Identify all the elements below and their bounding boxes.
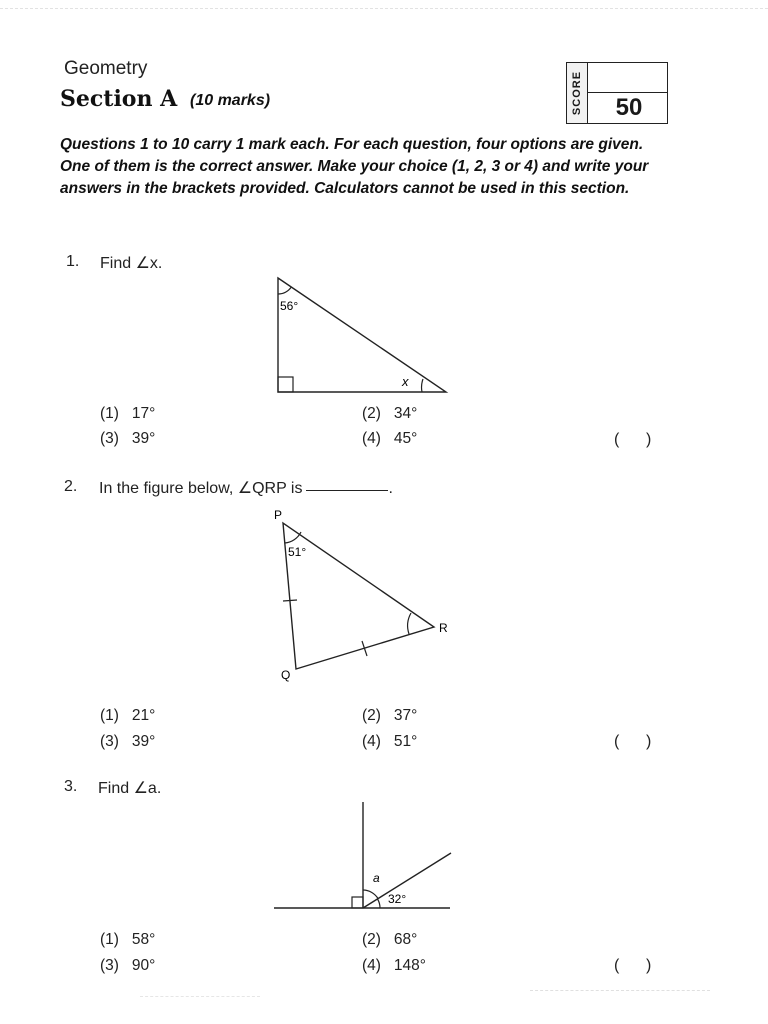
question-2-figure bbox=[265, 505, 465, 685]
option-number: (4) bbox=[362, 430, 381, 447]
option-value: 58° bbox=[131, 931, 156, 948]
top-angle-label: 56° bbox=[280, 299, 299, 313]
option-number: (2) bbox=[362, 707, 381, 724]
q3-option-4[interactable] bbox=[362, 957, 426, 975]
q1-option-1[interactable] bbox=[100, 405, 155, 423]
question-3-text: Find ∠a. bbox=[98, 780, 162, 797]
option-number: (4) bbox=[362, 957, 381, 974]
x-angle-arc bbox=[422, 379, 423, 392]
q1-option-4[interactable] bbox=[362, 430, 417, 448]
scan-artifact-line bbox=[530, 990, 710, 991]
option-number: (1) bbox=[100, 707, 119, 724]
q2-option-2[interactable] bbox=[362, 707, 417, 725]
option-value: 39° bbox=[131, 430, 156, 447]
question-3-figure bbox=[270, 798, 460, 916]
question-1-text: Find ∠x. bbox=[100, 255, 163, 272]
q1-option-2[interactable] bbox=[362, 405, 417, 423]
answer-blank bbox=[306, 490, 388, 491]
angle-a-label: a bbox=[373, 871, 380, 885]
option-value: 45° bbox=[393, 430, 418, 447]
option-value: 34° bbox=[393, 405, 418, 422]
q3-option-2[interactable] bbox=[362, 931, 417, 949]
q2-option-3[interactable] bbox=[100, 733, 155, 751]
vertex-p-label: P bbox=[274, 508, 283, 522]
option-number: (2) bbox=[362, 931, 381, 948]
option-value: 68° bbox=[393, 931, 418, 948]
option-number: (1) bbox=[100, 405, 119, 422]
option-value: 90° bbox=[131, 957, 156, 974]
question-1-figure bbox=[260, 270, 460, 400]
subject-title: Geometry bbox=[64, 58, 148, 79]
right-angle-marker bbox=[278, 377, 293, 392]
section-title: Section A bbox=[60, 86, 178, 112]
option-number: (3) bbox=[100, 733, 119, 750]
score-tab bbox=[567, 63, 588, 123]
q1-answer-bracket[interactable]: ( ) bbox=[614, 431, 652, 448]
question-2-number: 2. bbox=[64, 478, 78, 495]
q3-answer-bracket[interactable]: ( ) bbox=[614, 957, 652, 974]
angle-p-label: 51° bbox=[288, 545, 307, 559]
right-triangle bbox=[278, 278, 446, 392]
option-number: (3) bbox=[100, 957, 119, 974]
vertex-q-label: Q bbox=[281, 668, 291, 682]
option-number: (3) bbox=[100, 430, 119, 447]
angle-32-arc bbox=[378, 899, 381, 908]
option-value: 37° bbox=[393, 707, 418, 724]
q2-option-4[interactable] bbox=[362, 733, 417, 751]
instructions: Questions 1 to 10 carry 1 mark each. For each question, four options are given. One of them is the correct answer. Make your choice (1, 2, 3 or 4) and write your answers in the brackets provided. Calculators cannot be used in this section. bbox=[60, 136, 649, 197]
option-value: 51° bbox=[393, 733, 418, 750]
question-2-text-main: In the figure below, ∠QRP is bbox=[99, 480, 303, 497]
q1-option-3[interactable] bbox=[100, 430, 155, 448]
q3-option-1[interactable] bbox=[100, 931, 155, 949]
option-number: (1) bbox=[100, 931, 119, 948]
question-3-number: 3. bbox=[64, 778, 78, 795]
angle-given-label: 32° bbox=[388, 892, 407, 906]
equal-side-tick bbox=[283, 600, 297, 601]
score-value: 50 bbox=[615, 94, 643, 121]
page-edge-line bbox=[0, 8, 768, 9]
q3-option-3[interactable] bbox=[100, 957, 155, 975]
option-value: 21° bbox=[131, 707, 156, 724]
score-box bbox=[566, 62, 668, 124]
top-angle-arc bbox=[278, 287, 291, 294]
option-value: 148° bbox=[393, 957, 426, 974]
angle-r-arc bbox=[408, 613, 411, 634]
right-angle-marker bbox=[352, 897, 363, 908]
angle-a-arc bbox=[363, 890, 378, 899]
score-divider bbox=[587, 92, 667, 93]
q2-answer-bracket[interactable]: ( ) bbox=[614, 733, 652, 750]
option-value: 17° bbox=[131, 405, 156, 422]
vertex-r-label: R bbox=[439, 621, 448, 635]
question-1-number: 1. bbox=[66, 253, 80, 270]
question-2-text: In the figure below, ∠QRP is . bbox=[99, 480, 393, 497]
q2-option-1[interactable] bbox=[100, 707, 155, 725]
scan-artifact-line bbox=[140, 996, 260, 997]
section-marks: (10 marks) bbox=[190, 92, 271, 109]
option-number: (4) bbox=[362, 733, 381, 750]
option-number: (2) bbox=[362, 405, 381, 422]
option-value: 39° bbox=[131, 733, 156, 750]
x-angle-label: x bbox=[402, 374, 409, 389]
score-label: SCORE bbox=[571, 70, 583, 116]
